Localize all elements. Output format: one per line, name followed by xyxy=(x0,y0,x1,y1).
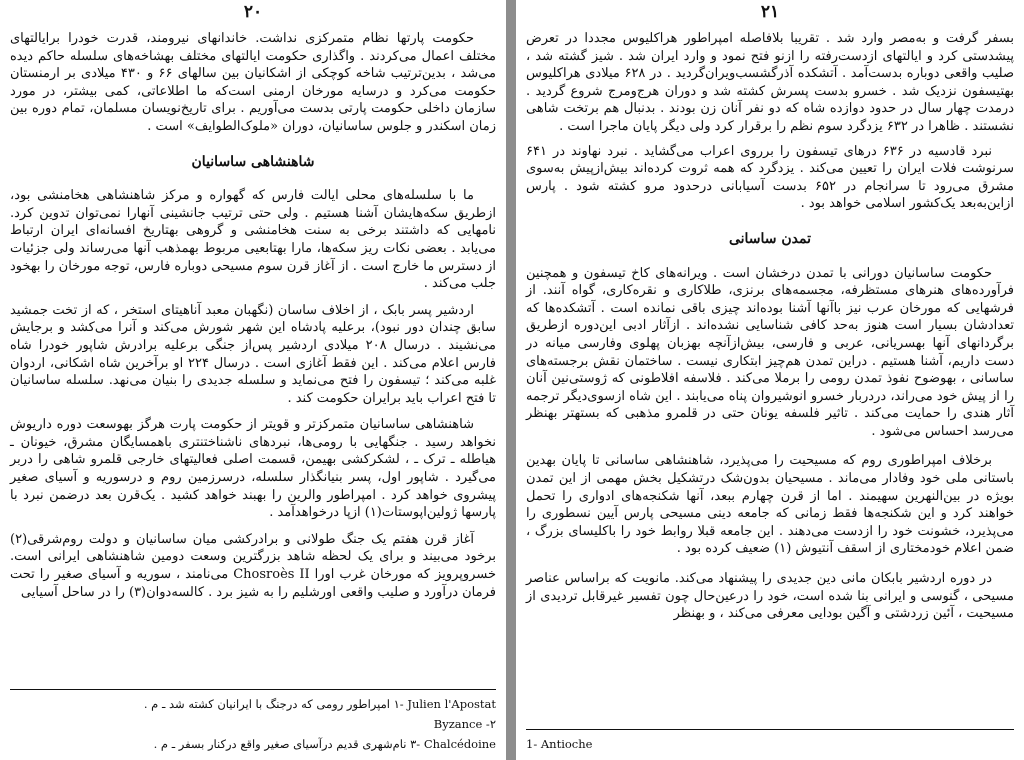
paragraph: حکومت ساسانیان دورانی با تمدن درخشان است . ویرانه‌های کاخ تیسفون و همچنین فرآورده‌های هنرهای مستظرفه، مجسمه‌های برنزی، طلاکاری و نقره‌کاری، گواه آنند. از فرشهایی که مورخان عرب نیز باآنها آشنا بوده‌اند چیزی باقی نمانده است . آتشکده‌ها که تعدادشان بسیار است هنوز به‌حد کافی شناسایی نشده‌اند . ازآثار ادبی این‌دوره ازطریق برگردانهای آنها بهسریانی، عربی و فارسی، بیش‌ازآنچه بهزبان پهلوی وفارسی میانه در دست داریم، آشنا هستیم . دراین تمدن هم‌چیز ابتکاری نیست . ساختمان نقش برجسته‌های ساسانی ، بهوضوح نفوذ تمدن رومی را برملا می‌کند . فلاسفه افلاطونی که ژوستی‌نین آنان را از پیش خود می‌راند، دردربار خسرو انوشیروان پناه می‌یابند . این شاه ازسوی‌دیگر ترجمه آثار هندی را حمایت می‌کند . تاثیر فلسفه یونان حتی در قلمرو مذهبی که بستهتر بهنظر می‌رسد احساس می‌شود . xyxy=(526,265,1014,439)
paragraph: اردشیر پسر بابک ، از اخلاف ساسان (نگهبان معبد آناهیتای استخر ، که از تخت جمشید سابق چندان دور نبود)، برعلیه پادشاه این شهر شورش می‌کند و آنرا می‌کشد و برجایش می‌نشیند . درسال ۲۰۸ میلادی اردشیر پس‌از جنگی برعلیه برادرش شاپور خودرا شاه فارس اعلام می‌کند . این فقط آغازی است . درسال ۲۲۴ او برآخرین شاه اشکانی، اردوان غلبه می‌کند ؛ تیسفون را فتح می‌نماید و سلسله جدیدی را بنیان می‌نهد. سلسله ساسانیان تا فتح اعراب باید برایران حکومت کند . xyxy=(10,302,496,406)
paragraph: نبرد قادسیه در ۶۳۶ درهای تیسفون را برروی اعراب می‌گشاید . نبرد نهاوند در ۶۴۱ سرنوشت فلات ایران را تعیین می‌کند . یزدگرد که همه ثروت کرده‌اند بیش‌ازپیش به‌سوی مشرق می‌رود تا سرانجام در ۶۵۲ بدست آسیابانی درحدود مرو کشته شود . پارس ازاین‌به‌بعد یک‌کشور اسلامی خواهد بود . xyxy=(526,143,1015,212)
page-number: ۲۱ xyxy=(760,2,780,22)
paragraph: حکومت پارتها نظام متمرکزی نداشت. خاندانهای نیرومند، قدرت خودرا برایالتهای مختلف اعمال می‌کردند . واگذاری حکومت ایالتهای مختلف بهشاخه‌های سلسله حاکم دیده می‌شد ، بدین‌ترتیب شاخه کوچکی از اشکانیان بین سالهای ۶۶ و ۴۳۰ میلادی بر ارمنستان حکومت می‌کرد و درسایه مورخان ارمنی است‌که ما اطلاعاتی، کمی بیشتر، در مورد سازمان داخلی حکومت پارتی بدست می‌آوریم . برای تاریخ‌نویسان مسلمان، تمام دوره بین زمان اسکندر و جلوس ساسانیان، دوران «ملوک‌الطوایف» است . xyxy=(10,31,496,134)
left-page xyxy=(0,0,506,760)
footnote: Byzance -۲ xyxy=(433,717,496,731)
page-body xyxy=(10,30,496,601)
footnote: 1- Antioche xyxy=(526,737,593,751)
right-page xyxy=(516,0,1024,760)
paragraph: ما با سلسله‌های محلی ایالت فارس که گهواره و مرکز شاهنشاهی هخامنشی بود، ازطریق سکه‌هایشان آشنا هستیم . ولی حتی ترتیب جانشینی آنهارا نمی‌توان تدوین کرد. نامهایی که داشتند برخی به سنت هخامنشی و گروهی بهتاریخ افسانه‌ای ایران ارتباط می‌یابد . بعضی نکات ریز سکه‌ها، مارا بهتابعیی مربوط بهمذهب آنها می‌رساند ولی جزئیات از دسترس ما خارج است . از آغاز قرن سوم مسیحی دوباره فارس، توجه مورخان را بهخود جلب می‌کند . xyxy=(10,188,496,292)
page-number: ۲۰ xyxy=(243,2,263,22)
footnote-rule xyxy=(10,689,496,690)
section-heading: تمدن ساسانی xyxy=(728,230,812,247)
footnote: Chalcédoine ‏-۳ نام‌شهری قدیم درآسیای صغیر واقع درکنار بسفر ـ م . xyxy=(153,737,496,751)
footnote: Julien l'Apostat ‏-۱ امپراطور رومی که درجنگ با ایرانیان کشته شد ـ م . xyxy=(143,697,496,711)
paragraph: شاهنشاهی ساسانیان متمرکزتر و قویتر از حکومت پارت هرگز بهوسعت دوره داریوش نخواهد رسید . جنگهایی با رومی‌ها، نبردهای ناشناختنتری باهمسایگان مشرق، خیونان ـ هیاطله ـ ترک ـ ، لشکرکشی بهیمن، قسمت اصلی فعالیتهای خارجی قلمرو شاهی را دربر می‌گیرد . شاپور اول، پسر بنیانگذار سلسله، درسرزمین روم و درسوریه و آسیای صغیر پیشروی خواهد کرد . امپراطور والرین را بهبند خواهد کشید . یک‌قرن بعد درضمن نبرد با پارسها ژولین‌اپوستات(۱) ازپا درخواهدآمد . xyxy=(10,417,496,521)
page-body xyxy=(526,30,1014,623)
footnotes xyxy=(10,689,496,754)
footnotes xyxy=(526,729,1014,754)
paragraph: در دوره اردشیر بابکان مانی دین جدیدی را پیشنهاد می‌کند. مانویت که براساس عناصر مسیحی ، گنوسی و ایرانی بنا شده است، خود را درعین‌حال چون تفسیر غیرقابل تردیدی از مسیحیت ، آئین زردشتی و آگین بودایی معرفی می‌کند ، و بهنظر xyxy=(526,571,1014,622)
paragraph: برخلاف امپراطوری روم که مسیحیت را می‌پذیرد، شاهنشاهی ساسانی تا پایان بهدین باستانی ملی خود وفادار می‌ماند . مسیحیان بدون‌شک درتشکیل بخش مهمی از این تمدن بویژه در بین‌النهرین سهیمند . اما از قرن چهارم ببعد، آنها شکنجه‌های ادواری را تحمل خواهند کرد و این شکنجه‌ها فقط زمانی که جامعه دینی مسیحی پارس آیین نسطوری را می‌پذیرد، خشونت خود را ازدست می‌دهند . این جامعه قبلا روابط خود را باکلیسای بزرگ ، ضمن اعلام خودمختاری از اسقف آنتیوش (۱) ضعیف کرده بود . xyxy=(526,453,1014,557)
paragraph: آغاز قرن هفتم یک جنگ طولانی و برادرکشی میان ساسانیان و دولت روم‌شرقی(۲) برخود می‌بیند و برای یک لحظه شاهد بزرگترین وسعت دومین شاهنشاهی ایرانی است. خسروپرویز که مورخان غرب اورا Chosroès II می‌نامند ، سوریه و آسیای صغیر را تحت فرمان درآورد و صلیب واقعی اورشلیم را به شیز برد . کالسه‌دوان(۳) را در ساحل آسیایی xyxy=(10,531,496,600)
section-heading: شاهنشاهی ساسانیان xyxy=(191,153,315,170)
footnote-rule xyxy=(526,729,1014,730)
paragraph: بسفر گرفت و به‌مصر وارد شد . تقریبا بلافاصله امپراطور هراکلیوس مجددا در تعرض پیشدستی کرد و ایالتهای ازدست‌رفته را ازنو فتح نمود و وارد ایران شد . شیز گشته شد ، صلیب واقعی دوباره بدست‌آمد . آتشکده آذرگشسب‌ویران‌گردید . در ۶۲۸ میلادی هراکلیوس بهتیسفون نزدیک شد . خسرو بدست پسرش کشته شد و دوران هرج‌ومرج شروع گردید . درمدت چهار سال در حدود دوازده شاه که دو نفر آنان زن بودند . بدنبال هم برتخت شاهی نشستند . ظاهرا در ۶۳۲ یزدگرد سوم نظم را برقرار کرد ولی دیگر پایان ماجرا است . xyxy=(526,31,1014,134)
